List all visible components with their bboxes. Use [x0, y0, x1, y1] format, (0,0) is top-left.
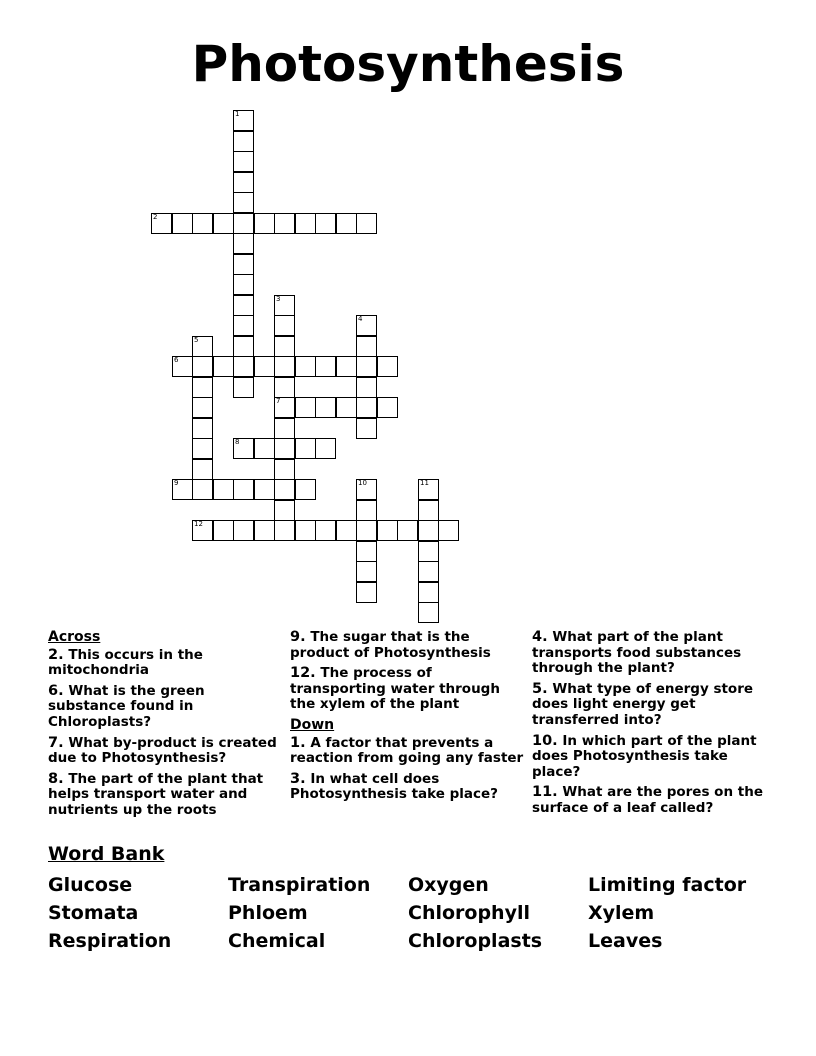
grid-cell[interactable] [295, 397, 316, 418]
clues-column-2 [290, 630, 528, 808]
grid-cell[interactable] [213, 479, 234, 500]
clue-across-12 [290, 666, 528, 713]
word-bank-item: Oxygen [408, 874, 489, 896]
across-heading: Across [48, 629, 101, 645]
grid-cell[interactable] [274, 418, 295, 439]
grid-cell[interactable] [192, 479, 213, 500]
grid-cell[interactable] [295, 520, 316, 541]
clue-text: What are the pores on the surface of a leaf called? [532, 784, 763, 816]
word-bank-heading: Word Bank [48, 843, 165, 865]
clues-column-1 [48, 630, 284, 824]
cell-number: 9 [174, 479, 179, 487]
grid-cell[interactable] [254, 479, 275, 500]
clue-number: 2. [48, 646, 64, 663]
grid-cell[interactable] [274, 397, 295, 418]
clue-number: 10. [532, 732, 558, 749]
word-bank-item: Phloem [228, 902, 308, 924]
grid-cell[interactable] [172, 479, 193, 500]
clue-text: This occurs in the mitochondria [48, 646, 203, 679]
grid-cell[interactable] [418, 602, 439, 623]
word-bank-item: Chemical [228, 930, 326, 952]
word-bank-item: Chloroplasts [408, 930, 543, 952]
grid-cell[interactable] [418, 541, 439, 562]
grid-cell[interactable] [274, 356, 295, 377]
clue-across-8 [48, 772, 284, 819]
clue-down-11 [532, 785, 772, 816]
grid-cell[interactable] [356, 500, 377, 521]
grid-cell[interactable] [172, 213, 193, 234]
grid-cell[interactable] [356, 582, 377, 603]
grid-cell[interactable] [233, 438, 254, 459]
grid-cell[interactable] [274, 438, 295, 459]
grid-cell[interactable] [336, 356, 357, 377]
word-bank-item: Glucose [48, 874, 133, 896]
grid-cell[interactable] [233, 479, 254, 500]
clue-down-10 [532, 734, 772, 781]
grid-cell[interactable] [418, 500, 439, 521]
cell-number: 8 [235, 438, 240, 446]
grid-cell[interactable] [233, 520, 254, 541]
grid-cell[interactable] [254, 438, 275, 459]
clue-number: 8. [48, 770, 64, 787]
grid-cell[interactable] [336, 213, 357, 234]
clue-text: What part of the plant transports food substances through the plant? [532, 629, 742, 677]
clue-number: 4. [532, 629, 548, 645]
grid-cell[interactable] [418, 561, 439, 582]
word-bank-item: Respiration [48, 930, 172, 952]
grid-cell[interactable] [213, 213, 234, 234]
grid-cell[interactable] [233, 131, 254, 152]
cell-number: 7 [276, 397, 281, 405]
grid-cell[interactable] [192, 418, 213, 439]
clue-down-5 [532, 682, 772, 729]
clue-number: 11. [532, 784, 558, 801]
grid-cell[interactable] [336, 397, 357, 418]
clue-text: The process of transporting water through the xylem of the plant [290, 665, 500, 713]
grid-cell[interactable] [274, 377, 295, 398]
grid-cell[interactable] [233, 192, 254, 213]
clue-text: In what cell does Photosynthesis take place? [290, 770, 498, 803]
grid-cell[interactable] [233, 233, 254, 254]
grid-cell[interactable] [356, 213, 377, 234]
word-bank-item: Xylem [588, 902, 655, 924]
grid-cell[interactable] [233, 254, 254, 275]
page-title: Photosynthesis [191, 35, 625, 93]
grid-cell[interactable] [438, 520, 459, 541]
word-bank-item: Transpiration [228, 874, 371, 896]
clues-column-3 [532, 630, 772, 822]
grid-cell[interactable] [315, 438, 336, 459]
clue-text: In which part of the plant does Photosynthesis take place? [532, 732, 757, 780]
word-bank-item: Stomata [48, 902, 139, 924]
grid-cell[interactable] [295, 356, 316, 377]
grid-cell[interactable] [233, 151, 254, 172]
word-bank-item: Limiting factor [588, 874, 747, 896]
grid-cell[interactable] [274, 213, 295, 234]
cell-number: 12 [194, 520, 203, 528]
grid-cell[interactable] [356, 541, 377, 562]
grid-cell[interactable] [356, 377, 377, 398]
clue-number: 12. [290, 665, 316, 682]
grid-cell[interactable] [295, 479, 316, 500]
cell-number: 2 [153, 213, 158, 221]
cell-number: 11 [420, 479, 429, 487]
clue-number: 3. [290, 770, 306, 787]
grid-cell[interactable] [295, 213, 316, 234]
grid-cell[interactable] [192, 520, 213, 541]
clue-across-7 [48, 736, 284, 767]
grid-cell[interactable] [151, 213, 172, 234]
grid-cell[interactable] [213, 520, 234, 541]
grid-cell[interactable] [315, 520, 336, 541]
grid-cell[interactable] [192, 397, 213, 418]
clue-text: What is the green substance found in Chloroplasts? [48, 682, 205, 730]
cell-number: 1 [235, 110, 240, 118]
grid-cell[interactable] [233, 274, 254, 295]
grid-cell[interactable] [356, 418, 377, 439]
clue-across-6 [48, 684, 284, 731]
grid-cell[interactable] [254, 520, 275, 541]
word-bank-item: Leaves [588, 930, 663, 952]
clue-across-2 [48, 648, 284, 679]
clue-down-3 [290, 772, 528, 803]
grid-cell[interactable] [192, 459, 213, 480]
grid-cell[interactable] [274, 336, 295, 357]
cell-number: 6 [174, 356, 179, 364]
clue-down-1 [290, 736, 528, 767]
grid-cell[interactable] [377, 356, 398, 377]
grid-cell[interactable] [356, 397, 377, 418]
grid-cell[interactable] [295, 438, 316, 459]
grid-cell[interactable] [315, 397, 336, 418]
grid-cell[interactable] [254, 213, 275, 234]
grid-cell[interactable] [192, 356, 213, 377]
grid-cell[interactable] [233, 356, 254, 377]
grid-cell[interactable] [377, 520, 398, 541]
grid-cell[interactable] [192, 336, 213, 357]
cell-number: 3 [276, 295, 281, 303]
clue-text: What type of energy store does light energy get transferred into? [532, 680, 754, 728]
clue-text: The part of the plant that helps transport water and nutrients up the roots [48, 770, 264, 818]
grid-cell[interactable] [418, 582, 439, 603]
grid-cell[interactable] [336, 520, 357, 541]
grid-cell[interactable] [254, 356, 275, 377]
grid-cell[interactable] [233, 315, 254, 336]
grid-cell[interactable] [418, 479, 439, 500]
grid-cell[interactable] [274, 295, 295, 316]
grid-cell[interactable] [192, 377, 213, 398]
grid-cell[interactable] [233, 172, 254, 193]
grid-cell[interactable] [377, 397, 398, 418]
clue-number: 7. [48, 734, 64, 751]
grid-cell[interactable] [397, 520, 418, 541]
clue-number: 1. [290, 734, 306, 751]
word-bank-item: Chlorophyll [408, 902, 530, 924]
grid-cell[interactable] [315, 213, 336, 234]
grid-cell[interactable] [356, 520, 377, 541]
grid-cell[interactable] [172, 356, 193, 377]
grid-cell[interactable] [233, 377, 254, 398]
cell-number: 4 [358, 315, 363, 323]
grid-cell[interactable] [356, 561, 377, 582]
clue-number: 5. [532, 680, 548, 697]
clue-across-9 [290, 630, 528, 661]
grid-cell[interactable] [274, 459, 295, 480]
clue-text: The sugar that is the product of Photosynthesis [290, 629, 491, 661]
grid-cell[interactable] [213, 356, 234, 377]
clue-number: 9. [290, 629, 306, 645]
grid-cell[interactable] [356, 315, 377, 336]
clue-text: A factor that prevents a reaction from going any faster [290, 734, 524, 767]
grid-cell[interactable] [192, 438, 213, 459]
grid-cell[interactable] [192, 213, 213, 234]
grid-cell[interactable] [274, 315, 295, 336]
clue-number: 6. [48, 682, 64, 699]
cell-number: 5 [194, 336, 199, 344]
clue-down-4 [532, 630, 772, 677]
clue-text: What by-product is created due to Photosynthesis? [48, 734, 277, 767]
grid-cell[interactable] [356, 479, 377, 500]
grid-cell[interactable] [356, 356, 377, 377]
grid-cell[interactable] [233, 336, 254, 357]
grid-cell[interactable] [418, 520, 439, 541]
grid-cell[interactable] [315, 356, 336, 377]
down-heading: Down [290, 716, 335, 733]
grid-cell[interactable] [274, 520, 295, 541]
grid-cell[interactable] [356, 336, 377, 357]
grid-cell[interactable] [274, 500, 295, 521]
cell-number: 10 [358, 479, 367, 487]
grid-cell[interactable] [233, 213, 254, 234]
grid-cell[interactable] [233, 295, 254, 316]
grid-cell[interactable] [233, 110, 254, 131]
grid-cell[interactable] [274, 479, 295, 500]
